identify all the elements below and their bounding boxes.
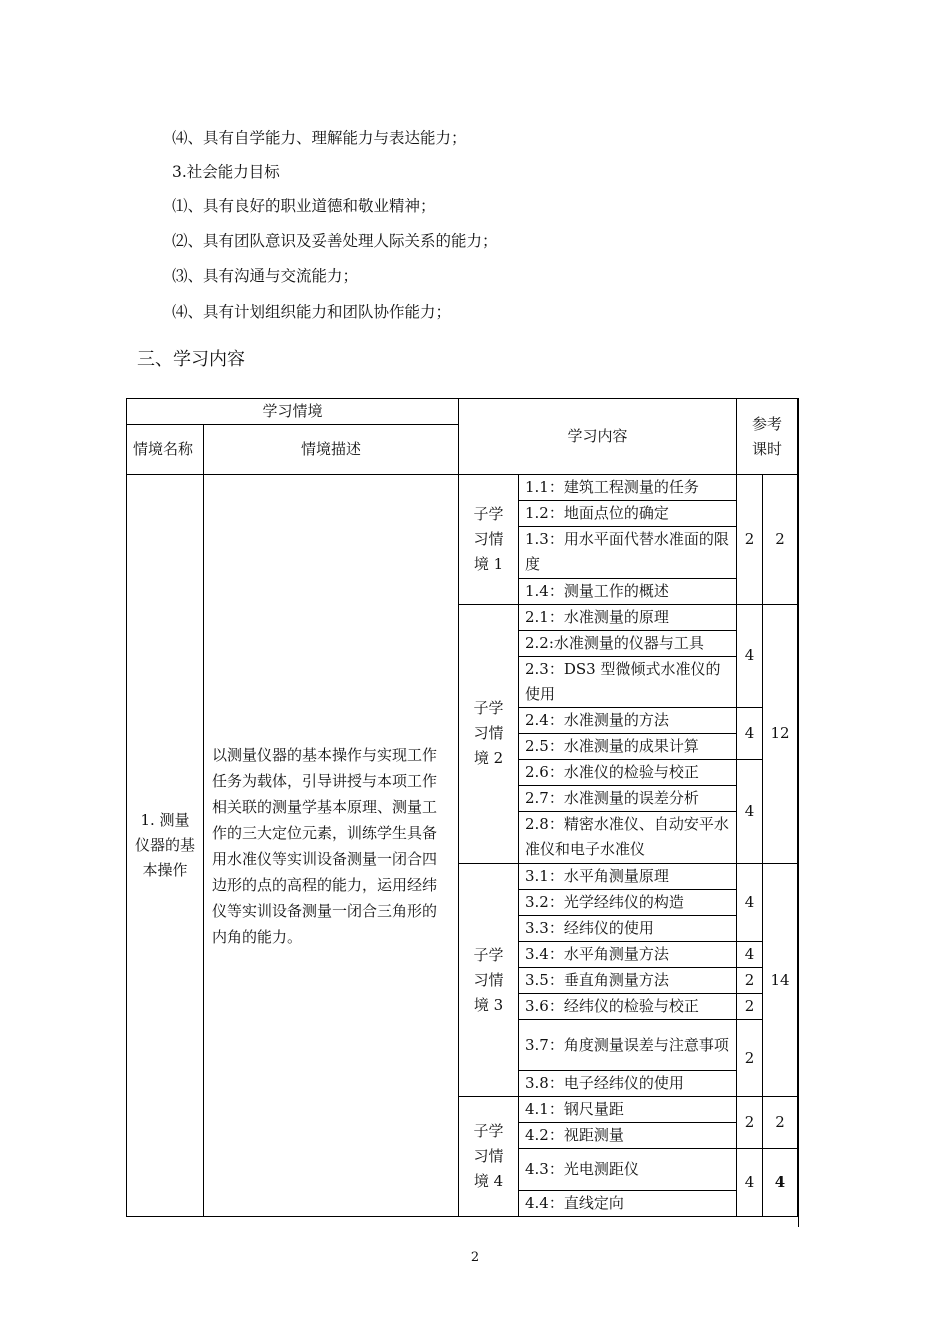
hours-cell: 4 [737,604,763,708]
content-item: 2.8：精密水准仪、自动安平水准仪和电子水准仪 [519,812,737,864]
content-item: 4.4：直线定向 [519,1191,737,1217]
header-content: 学习内容 [459,399,737,475]
content-item: 3.8：电子经纬仪的使用 [519,1071,737,1097]
content-item: 1.4：测量工作的概述 [519,578,737,604]
content-item: 1.3：用水平面代替水准面的限度 [519,527,737,579]
header-hours: 参考课时 [737,399,798,475]
content-item: 3.6：经纬仪的检验与校正 [519,993,737,1019]
sub-situation-3-label: 子学习情境 3 [459,863,519,1097]
situation-name: 1. 测量仪器的基本操作 [127,475,204,1217]
hours-cell: 4 [737,863,763,941]
paragraph-3: ⑴、具有良好的职业道德和敬业精神； [172,197,436,215]
hours-cell: 4 [737,708,763,760]
learning-content-table [126,398,798,1217]
content-item: 2.6：水准仪的检验与校正 [519,760,737,786]
sub-total-hours: 2 [763,1097,798,1149]
hours-cell: 2 [737,967,763,993]
hours-cell: 4 [737,1149,763,1217]
paragraph-6: ⑷、具有计划组织能力和团队协作能力； [172,303,452,321]
sub-situation-2-label: 子学习情境 2 [459,604,519,863]
content-item: 2.1：水准测量的原理 [519,604,737,630]
content-item: 2.5：水准测量的成果计算 [519,734,737,760]
header-description: 情境描述 [204,425,459,475]
hours-cell: 4 [737,760,763,864]
paragraph-2: 3.社会能力目标 [172,163,280,181]
content-item: 2.7：水准测量的误差分析 [519,786,737,812]
hours-cell: 2 [737,475,763,605]
sub-situation-4-label: 子学习情境 4 [459,1097,519,1217]
content-item: 4.2：视距测量 [519,1123,737,1149]
content-item: 4.3：光电测距仪 [519,1149,737,1191]
sub-total-hours: 4 [763,1149,798,1217]
paragraph-1: ⑷、具有自学能力、理解能力与表达能力； [172,129,467,147]
page-number: 2 [470,1250,480,1265]
content-item: 3.1：水平角测量原理 [519,863,737,889]
section-heading: 三、学习内容 [137,349,245,370]
situation-description: 以测量仪器的基本操作与实现工作任务为载体，引导讲授与本项工作相关联的测量学基本原理、测量工作的三大定位元素，训练学生具备用水准仪等实训设备测量一闭合四边形的点的高程的能力，运用经纬仪等实训设备测量一闭合三角形的内角的能力。 [204,475,459,1217]
sub-total-hours: 12 [763,604,798,863]
content-item: 4.1：钢尺量距 [519,1097,737,1123]
hours-cell: 2 [737,993,763,1019]
content-item: 2.3：DS3 型微倾式水准仪的使用 [519,656,737,708]
sub-total-hours: 2 [763,475,798,605]
header-name: 情境名称 [127,425,204,475]
sub-situation-1-label: 子学习情境 1 [459,475,519,605]
content-item: 3.2：光学经纬仪的构造 [519,889,737,915]
hours-cell: 4 [737,941,763,967]
hours-cell: 2 [737,1019,763,1097]
content-item: 1.1：建筑工程测量的任务 [519,475,737,501]
table-outer-border [798,398,799,1227]
paragraph-4: ⑵、具有团队意识及妥善处理人际关系的能力； [172,232,498,250]
header-situation: 学习情境 [127,399,459,425]
hours-cell: 2 [737,1097,763,1149]
sub-total-hours: 14 [763,863,798,1097]
content-item: 1.2：地面点位的确定 [519,501,737,527]
content-item: 3.4：水平角测量方法 [519,941,737,967]
content-item: 2.4：水准测量的方法 [519,708,737,734]
content-item: 3.7：角度测量误差与注意事项 [519,1019,737,1071]
content-item: 3.5：垂直角测量方法 [519,967,737,993]
content-item: 2.2:水准测量的仪器与工具 [519,630,737,656]
content-item: 3.3：经纬仪的使用 [519,915,737,941]
paragraph-5: ⑶、具有沟通与交流能力； [172,267,359,285]
